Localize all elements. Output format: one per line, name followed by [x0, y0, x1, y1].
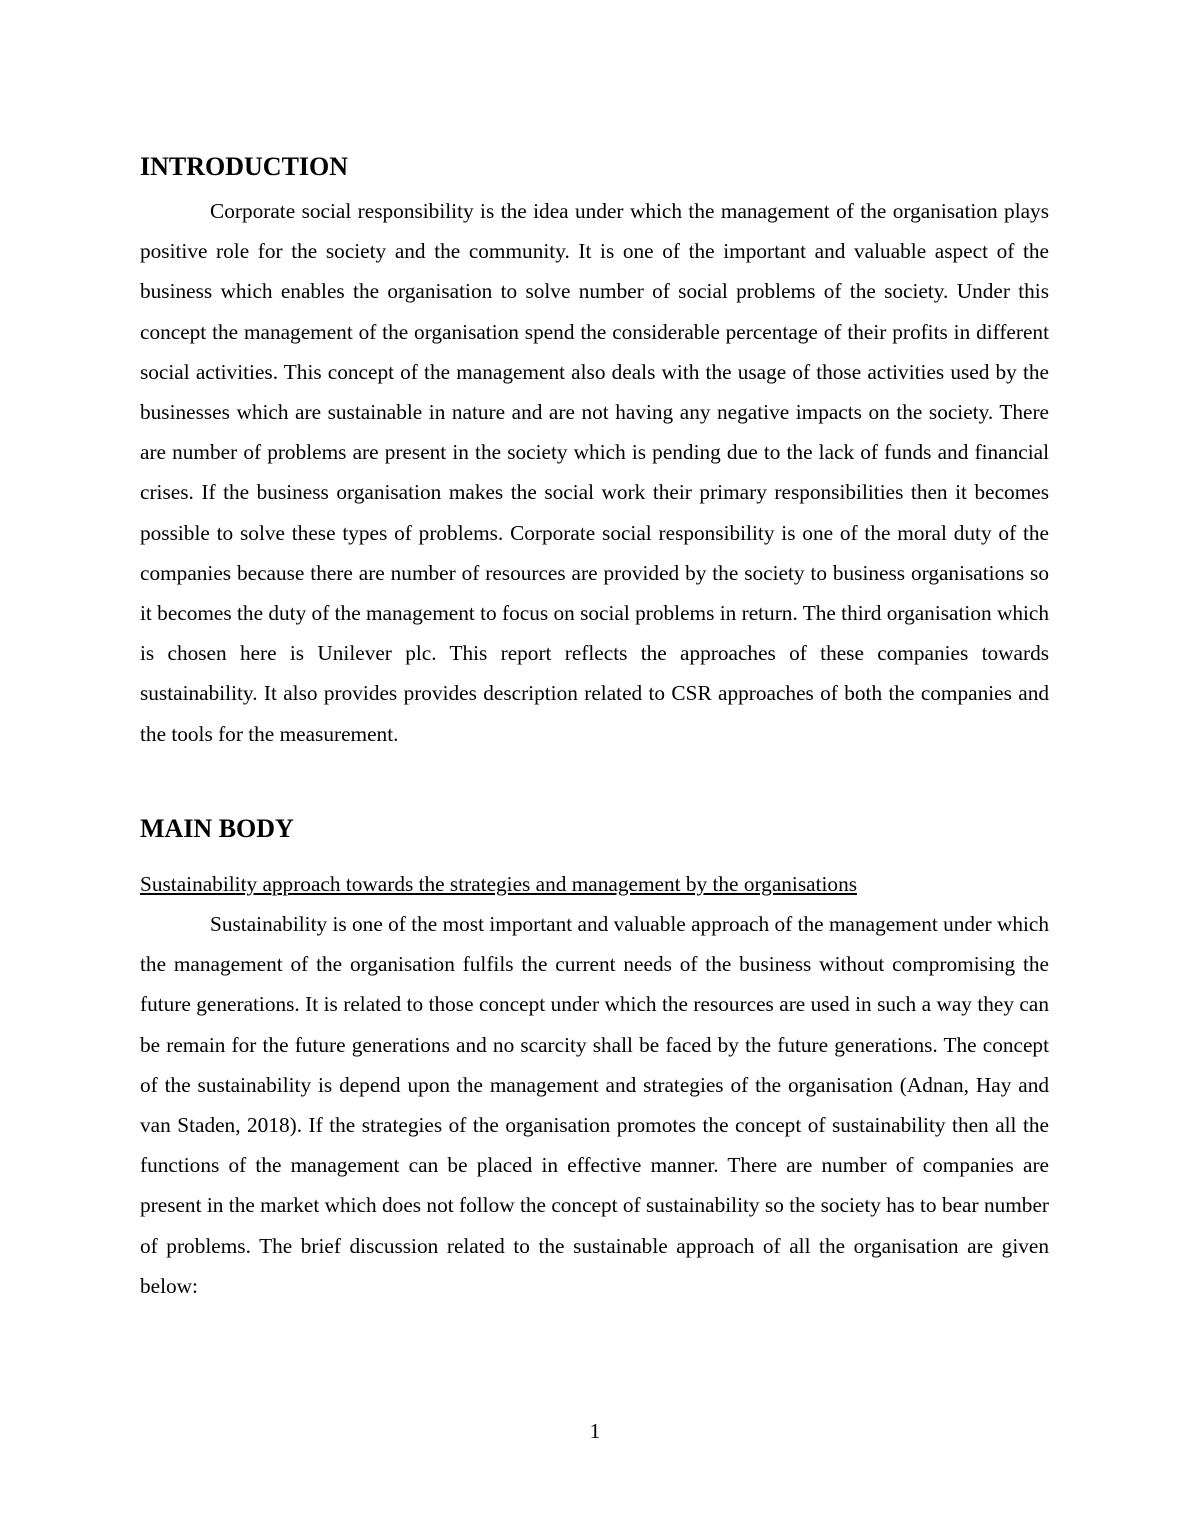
- main-body-paragraph: Sustainability is one of the most important and valuable approach of the management under which the management of the organisation fulfils the current needs of the business without compromising the future generations. It is related to those concept under which the resources are used in such a way they can be remain for the future generations and no scarcity shall be faced by the future generations. The concept of the sustainability is depend upon the management and strategies of the organisation (Adnan, Hay and van Staden, 2018). If the strategies of the organisation promotes the concept of sustainability then all the functions of the management can be placed in effective manner. There are number of companies are present in the market which does not follow the concept of sustainability so the society has to bear number of problems. The brief discussion related to the sustainable approach of all the organisation are given below:: [140, 912, 1049, 1298]
- introduction-heading: INTRODUCTION: [140, 152, 349, 181]
- introduction-paragraph: Corporate social responsibility is the idea under which the management of the organisation plays positive role for the society and the community. It is one of the important and valuable aspect of the business which enables the organisation to solve number of social problems of the society. Under this concept the management of the organisation spend the considerable percentage of their profits in different social activities. This concept of the management also deals with the usage of those activities used by the businesses which are sustainable in nature and are not having any negative impacts on the society. There are number of problems are present in the society which is pending due to the lack of funds and financial crises. If the business organisation makes the social work their primary responsibilities then it becomes possible to solve these types of problems. Corporate social responsibility is one of the moral duty of the companies because there are number of resources are provided by the society to business organisations so it becomes the duty of the management to focus on social problems in return. The third organisation which is chosen here is Unilever plc. This report reflects the approaches of these companies towards sustainability. It also provides provides description related to CSR approaches of both the companies and the tools for the measurement.: [140, 199, 1049, 746]
- page-number: 1: [589, 1419, 601, 1443]
- main-body-heading: MAIN BODY: [140, 814, 294, 843]
- sustainability-subheading: Sustainability approach towards the strategies and management by the organisations: [140, 872, 858, 896]
